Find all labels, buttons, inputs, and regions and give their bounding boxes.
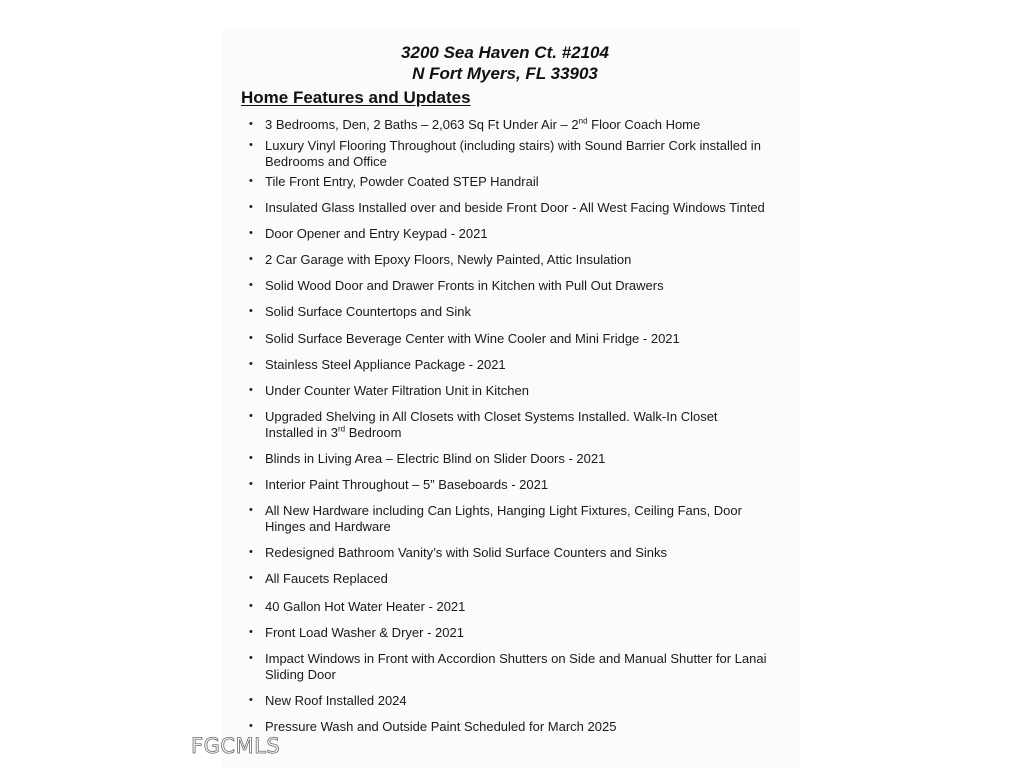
feature-item: [249, 383, 779, 399]
feature-text: 3 Bedrooms, Den, 2 Baths – 2,063 Sq Ft Under Air – 2nd Floor Coach Home: [265, 116, 701, 132]
feature-text: Insulated Glass Installed over and beside Front Door - All West Facing Windows Tinted: [265, 200, 765, 215]
bullet-icon: •: [249, 175, 253, 187]
address-line-2: N Fort Myers, FL 33903: [412, 64, 598, 83]
feature-text: Solid Surface Beverage Center with Wine Cooler and Mini Fridge - 2021: [265, 331, 680, 346]
feature-text: Interior Paint Throughout – 5” Baseboards - 2021: [265, 477, 549, 492]
feature-item: [249, 226, 779, 242]
feature-text: Blinds in Living Area – Electric Blind on Slider Doors - 2021: [265, 451, 606, 466]
bullet-icon: •: [249, 118, 253, 130]
bullet-icon: •: [249, 572, 253, 584]
bullet-icon: •: [249, 600, 253, 612]
feature-item: [249, 451, 779, 467]
feature-item: [249, 599, 779, 615]
bullet-icon: •: [249, 452, 253, 464]
bullet-icon: •: [249, 652, 253, 664]
section-title: Home Features and Updates: [241, 88, 471, 107]
bullet-icon: •: [249, 384, 253, 396]
bullet-icon: •: [249, 279, 253, 291]
feature-item: [249, 357, 779, 373]
mls-watermark: FGCMLS: [191, 734, 281, 758]
feature-text: Solid Surface Countertops and Sink: [265, 304, 471, 319]
feature-text: Tile Front Entry, Powder Coated STEP Handrail: [265, 174, 539, 189]
bullet-icon: •: [249, 201, 253, 213]
feature-item: [249, 651, 779, 682]
document-page: [222, 28, 800, 768]
feature-text: Redesigned Bathroom Vanity’s with Solid Surface Counters and Sinks: [265, 545, 668, 560]
feature-item: [249, 625, 779, 641]
bullet-icon: •: [249, 305, 253, 317]
bullet-icon: •: [249, 227, 253, 239]
feature-text: Under Counter Water Filtration Unit in Kitchen: [265, 383, 529, 398]
feature-item: [249, 545, 779, 561]
feature-text: Stainless Steel Appliance Package - 2021: [265, 357, 506, 372]
bullet-icon: •: [249, 694, 253, 706]
bullet-icon: •: [249, 253, 253, 265]
feature-text: Upgraded Shelving in All Closets with Closet Systems Installed. Walk-In Closet Installed in 3rd Bedroom: [265, 409, 718, 440]
feature-item: [249, 331, 779, 347]
bullet-icon: •: [249, 504, 253, 516]
feature-item: [249, 477, 779, 493]
bullet-icon: •: [249, 332, 253, 344]
superscript: rd: [338, 424, 346, 434]
feature-text: Pressure Wash and Outside Paint Scheduled for March 2025: [265, 719, 617, 734]
bullet-icon: •: [249, 410, 253, 422]
feature-item: [249, 174, 779, 190]
address-line-1: 3200 Sea Haven Ct. #2104: [401, 43, 609, 62]
feature-item: [249, 117, 779, 133]
feature-text: 2 Car Garage with Epoxy Floors, Newly Painted, Attic Insulation: [265, 252, 632, 267]
feature-item: [249, 409, 779, 440]
feature-text: Luxury Vinyl Flooring Throughout (including stairs) with Sound Barrier Cork installed in Bedrooms and Office: [265, 138, 761, 169]
bullet-icon: •: [249, 139, 253, 151]
feature-text: Door Opener and Entry Keypad - 2021: [265, 226, 488, 241]
bullet-icon: •: [249, 478, 253, 490]
feature-text: Impact Windows in Front with Accordion Shutters on Side and Manual Shutter for Lanai Sliding Door: [265, 651, 767, 682]
feature-text: All Faucets Replaced: [265, 571, 388, 586]
feature-item: [249, 200, 779, 216]
feature-text: All New Hardware including Can Lights, Hanging Light Fixtures, Ceiling Fans, Door Hinges and Hardware: [265, 503, 742, 534]
feature-item: [249, 571, 779, 587]
feature-item: [249, 252, 779, 268]
bullet-icon: •: [249, 626, 253, 638]
feature-text: New Roof Installed 2024: [265, 693, 407, 708]
feature-item: [249, 278, 779, 294]
bullet-icon: •: [249, 720, 253, 732]
feature-text: 40 Gallon Hot Water Heater - 2021: [265, 599, 466, 614]
bullet-icon: •: [249, 546, 253, 558]
superscript: nd: [578, 116, 588, 126]
feature-item: [249, 138, 779, 169]
bullet-icon: •: [249, 358, 253, 370]
feature-item: [249, 719, 779, 735]
feature-item: [249, 503, 779, 534]
feature-item: [249, 304, 779, 320]
feature-item: [249, 693, 779, 709]
feature-text: Front Load Washer & Dryer - 2021: [265, 625, 464, 640]
feature-text: Solid Wood Door and Drawer Fronts in Kitchen with Pull Out Drawers: [265, 278, 664, 293]
